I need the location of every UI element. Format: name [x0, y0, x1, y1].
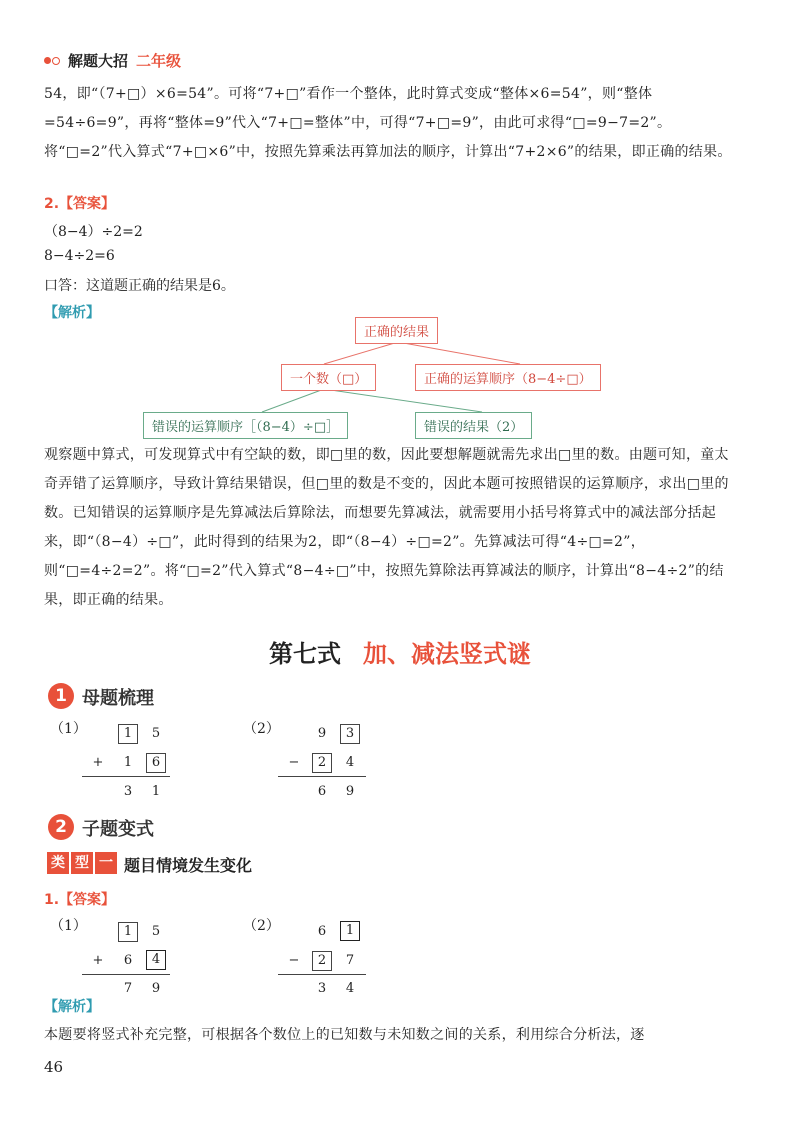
operator-sign: −	[288, 953, 300, 968]
analysis-tag: 【解析】	[44, 305, 100, 321]
digit: 4	[345, 981, 355, 996]
digit: 1	[151, 784, 161, 799]
digit: 9	[151, 981, 161, 996]
digit: 6	[123, 953, 133, 968]
type-title: 题目情境发生变化	[124, 856, 253, 875]
sum-rule	[82, 776, 170, 777]
difference-rule	[278, 776, 366, 777]
analysis-paragraph-2: 本题要将竖式补充完整，可根据各个数位上的已知数与未知数之间的关系，利用综合分析法，逐	[44, 1027, 645, 1043]
digit: 4	[345, 755, 355, 770]
problem-1-label: （1）	[50, 918, 87, 934]
digit: 6	[317, 784, 327, 799]
page-number: 46	[44, 1058, 64, 1076]
digit: 9	[317, 726, 327, 741]
digit-box: 2	[312, 951, 332, 971]
digit: 5	[151, 726, 161, 741]
diagram-node-unknown-number: 一个数（□）	[281, 364, 376, 391]
type-chip: 类	[47, 852, 69, 874]
answer-tag: 2.【答案】	[44, 196, 116, 212]
digit-box: 3	[340, 724, 360, 744]
section-title-sub: 加、减法竖式谜	[363, 640, 531, 668]
digit-box: 4	[146, 950, 166, 970]
part-1-title: 母题梳理	[82, 688, 154, 709]
answer-line-2: 8−4÷2=6	[44, 248, 115, 264]
digit: 5	[151, 924, 161, 939]
answer-line-1: （8−4）÷2=2	[44, 224, 143, 240]
diagram-node-wrong-order: 错误的运算顺序［（8−4）÷□］	[143, 412, 348, 439]
type-chip: 一	[95, 852, 117, 874]
digit-box: 2	[312, 753, 332, 773]
section-title	[0, 634, 800, 669]
diagram-node-correct-result: 正确的结果	[355, 317, 438, 344]
part-2-title: 子题变式	[82, 819, 154, 840]
diagram-connectors	[0, 0, 800, 450]
digit: 1	[123, 755, 133, 770]
operator-sign: +	[92, 953, 104, 968]
answer-line-3: 口答：这道题正确的结果是6。	[44, 278, 235, 294]
diagram-node-wrong-result: 错误的结果（2）	[415, 412, 532, 439]
digit-box: 1	[118, 922, 138, 942]
part-1-badge: 1	[48, 683, 74, 709]
digit: 3	[123, 784, 133, 799]
problem-1-label: （1）	[50, 721, 87, 737]
type-chip: 型	[71, 852, 93, 874]
problem-2-label: （2）	[243, 721, 280, 737]
digit: 6	[317, 924, 327, 939]
header-title: 解题大招	[68, 52, 129, 70]
digit: 7	[345, 953, 355, 968]
digit: 9	[345, 784, 355, 799]
analysis-paragraph: 观察题中算式，可发现算式中有空缺的数，即□里的数，因此要想解题就需先求出□里的数。由题可知，童太奇弄错了运算顺序，导致计算结果错误，但□里的数是不变的，因此本题可按照错误的运算顺序，求出□里的数。已知错误的运算顺序是先算减法后算除法，而想要先算减法，就需要用小括号将算式中的减法部分括起来，即“（8−4）÷□”，此时得到的结果为2，即“（8−4）÷□=2”。先算减法可得“4÷□=2”，则“□=4÷2=2”。将“□=2”代入算式“8−4÷□”中，按照先算除法再算减法的顺序，计算出“8−4÷2”的结果，即正确的结果。	[44, 447, 729, 608]
analysis-tag-2: 【解析】	[44, 999, 100, 1015]
intro-paragraph: 54，即“（7+□）×6=54”。可将“7+□”看作一个整体，此时算式变成“整体×6=54”，则“整体=54÷6=9”，再将“整体=9”代入“7+□=整体”中，可得“7+□=9”，由此可求得“□=9−7=2”。将“□=2”代入算式“7+□×6”中，按照先算乘法再算加法的顺序，计算出“7+2×6”的结果，即正确的结果。	[44, 86, 732, 160]
difference-rule	[278, 974, 366, 975]
digit-box: 1	[340, 921, 360, 941]
section-title-main: 第七式	[269, 640, 341, 668]
part-2-badge: 2	[48, 814, 74, 840]
sum-rule	[82, 974, 170, 975]
header-grade: 二年级	[136, 52, 182, 70]
operator-sign: −	[288, 755, 300, 770]
digit-box: 6	[146, 753, 166, 773]
answer-tag-2: 1.【答案】	[44, 892, 116, 908]
diagram-node-correct-order: 正确的运算顺序（8−4÷□）	[415, 364, 601, 391]
problem-2-label: （2）	[243, 918, 280, 934]
digit-box: 1	[118, 724, 138, 744]
digit: 7	[123, 981, 133, 996]
operator-sign: +	[92, 755, 104, 770]
digit: 3	[317, 981, 327, 996]
